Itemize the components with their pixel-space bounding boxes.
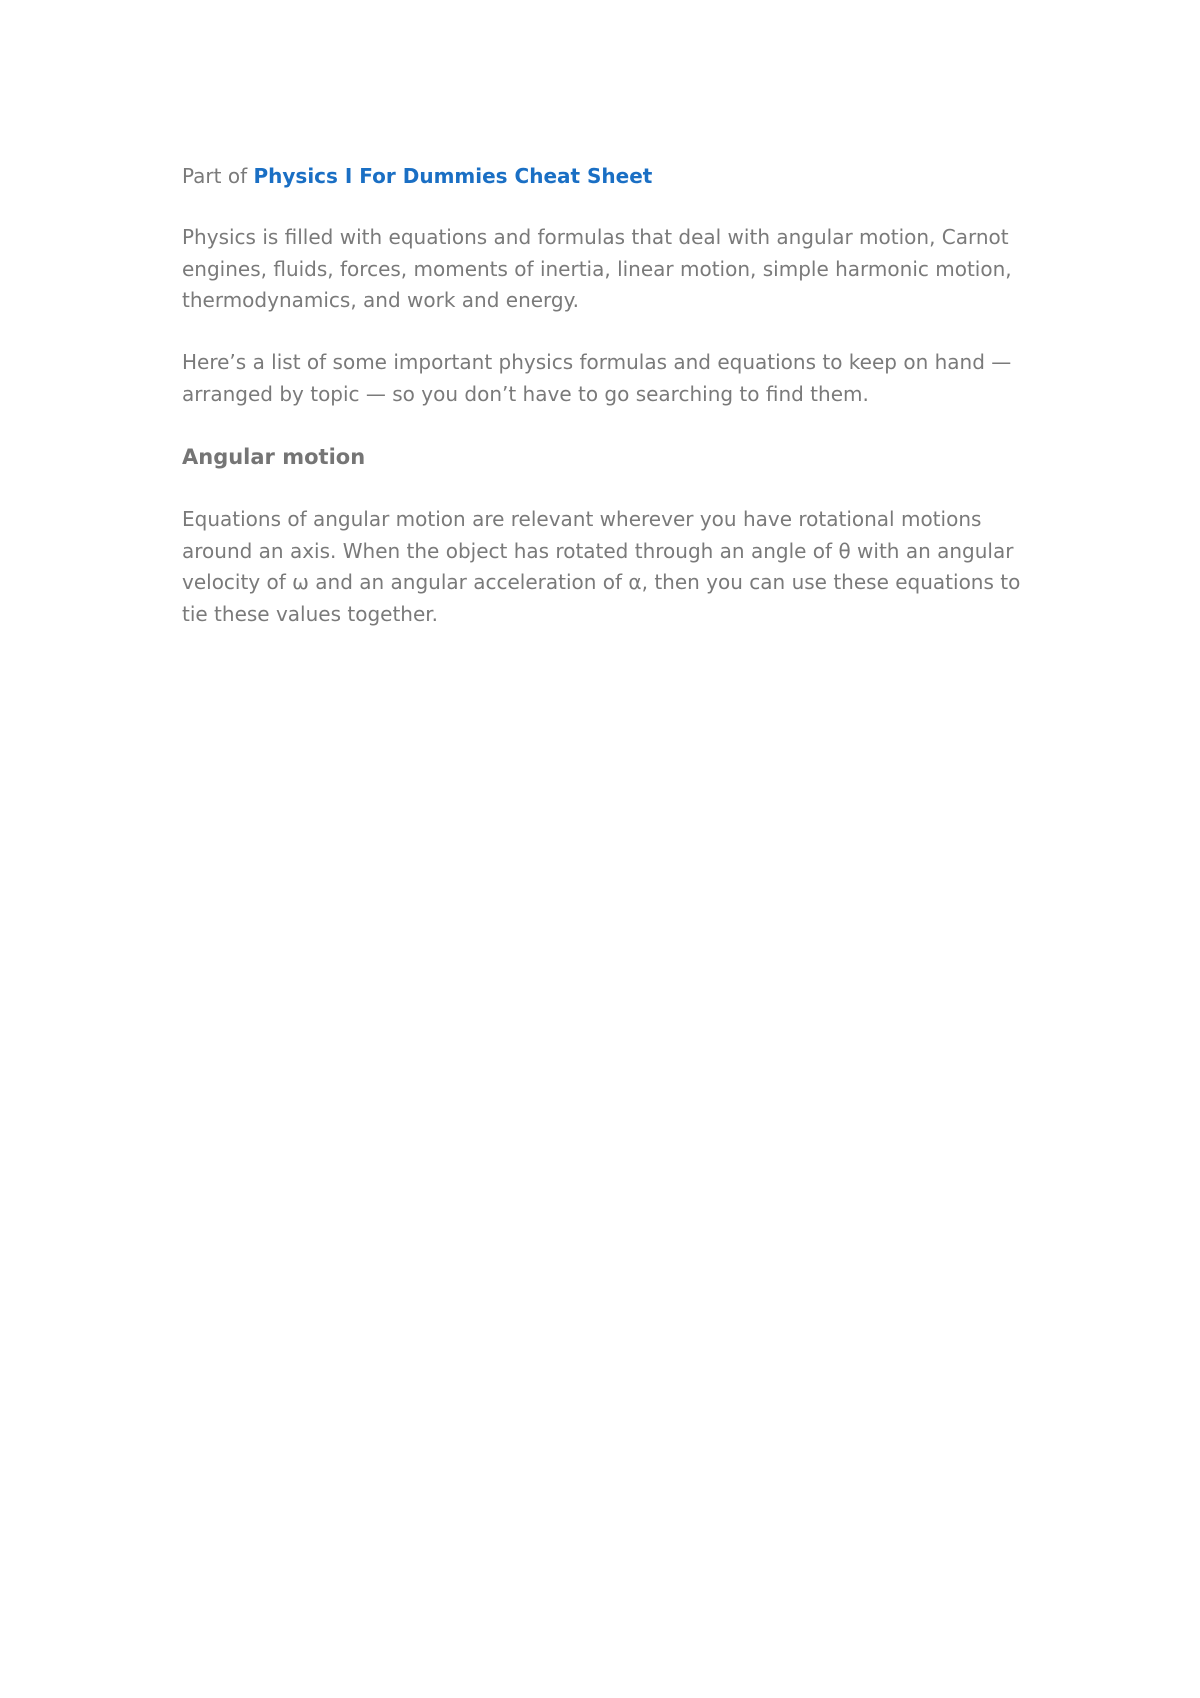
section-paragraph: Equations of angular motion are relevant wherever you have rotational motions around an axis. When the object has rotated through an angle of θ with an angular velocity of ω and an angular acceleration of α, then you can use these equations to tie these values together. — [182, 507, 1021, 626]
part-of-line — [182, 162, 652, 190]
section-heading: Angular motion — [182, 445, 366, 469]
cheat-sheet-link[interactable]: Physics I For Dummies Cheat Sheet — [253, 164, 653, 188]
part-of-prefix: Part of — [182, 164, 248, 188]
intro-paragraph-1: Physics is filled with equations and formulas that deal with angular motion, Carnot engines, fluids, forces, moments of inertia, linear motion, simple harmonic motion, thermodynamics, and work and energy. — [182, 225, 1012, 312]
intro-paragraph-2: Here’s a list of some important physics formulas and equations to keep on hand — arranged by topic — so you don’t have to go searching to find them. — [182, 350, 1012, 406]
